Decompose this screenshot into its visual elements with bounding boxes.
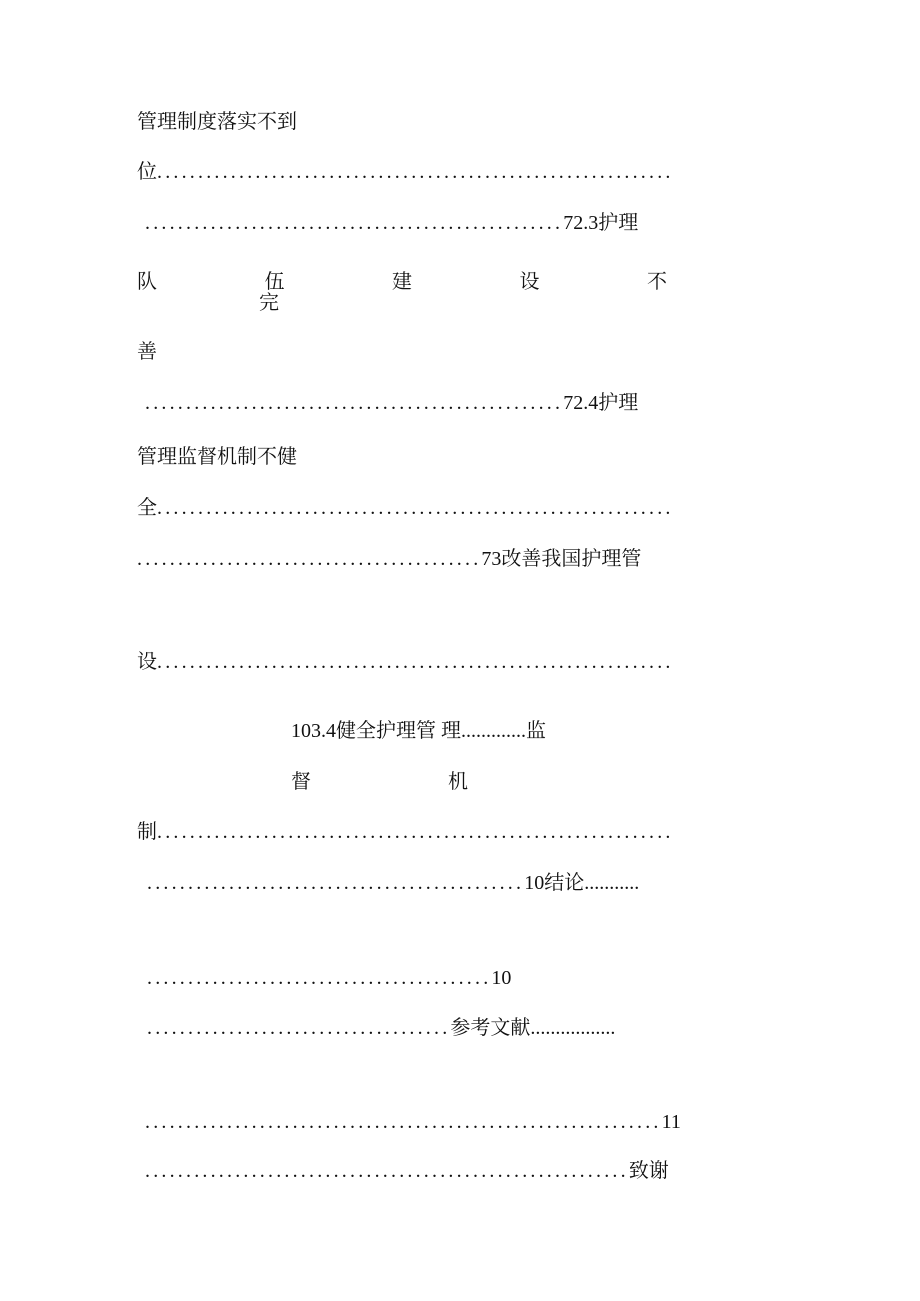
toc-line-7: 管理监督机制不健 bbox=[137, 444, 297, 468]
toc-line-8-label: 全 bbox=[137, 495, 157, 519]
toc-line-12b: 机 bbox=[448, 769, 468, 793]
toc-leader-dots: .............................................. bbox=[147, 872, 525, 894]
toc-line-10-label: 设 bbox=[137, 649, 157, 673]
toc-line-4-char: 队 bbox=[137, 269, 157, 293]
toc-leader-dots: ................................................... bbox=[145, 212, 564, 234]
toc-line-6 bbox=[145, 392, 638, 413]
toc-leader-dots: ............................................................... bbox=[157, 651, 674, 673]
toc-line-3 bbox=[145, 212, 638, 233]
toc-line-11: 103.4健全护理管 理.............监 bbox=[291, 720, 546, 742]
toc-line-2-label: 位 bbox=[137, 159, 157, 183]
toc-line-12a: 督 bbox=[291, 769, 311, 793]
toc-leader-dots: ............................................................... bbox=[157, 821, 674, 843]
toc-line-17-page: 11 bbox=[661, 1111, 681, 1133]
toc-leader-dots: ..................................... bbox=[147, 1017, 451, 1039]
toc-line-5: 善 bbox=[137, 339, 157, 363]
toc-leader-dots: .......................................... bbox=[147, 967, 492, 989]
toc-line-10 bbox=[137, 651, 674, 672]
toc-line-16 bbox=[147, 1017, 615, 1038]
toc-leader-dots: .......................................... bbox=[137, 548, 482, 570]
toc-line-4-char: 不 bbox=[647, 269, 667, 293]
toc-leader-dots: ............................................................... bbox=[157, 161, 674, 183]
toc-line-15 bbox=[147, 967, 511, 988]
toc-line-9-entry: 73改善我国护理管 bbox=[481, 548, 642, 570]
toc-line-18 bbox=[145, 1160, 669, 1181]
toc-line-3-entry: 72.3护理 bbox=[563, 212, 639, 234]
toc-line-13-label: 制 bbox=[137, 819, 157, 843]
toc-line-6-entry: 72.4护理 bbox=[563, 392, 639, 414]
toc-line-16-entry: 参考文献................. bbox=[450, 1017, 616, 1039]
toc-leader-dots: ............................................................... bbox=[145, 1111, 662, 1133]
toc-line-2 bbox=[137, 161, 674, 182]
toc-line-8 bbox=[137, 497, 674, 518]
toc-line-14-entry: 10结论........... bbox=[524, 872, 640, 894]
toc-leader-dots: ................................................... bbox=[145, 392, 564, 414]
toc-line-1: 管理制度落实不到 bbox=[137, 109, 297, 133]
toc-line-4b: 完 bbox=[259, 290, 279, 314]
toc-line-14 bbox=[147, 872, 639, 893]
toc-line-17 bbox=[145, 1111, 681, 1132]
toc-line-9 bbox=[137, 548, 641, 569]
toc-line-4-char: 伍 bbox=[264, 269, 285, 293]
toc-line-18-entry: 致谢 bbox=[628, 1158, 669, 1182]
toc-line-4-char: 建 bbox=[392, 269, 412, 293]
toc-line-4-char: 设 bbox=[519, 269, 540, 293]
toc-leader-dots: ............................................................... bbox=[157, 497, 674, 519]
toc-line-13 bbox=[137, 821, 674, 842]
toc-leader-dots: ........................................................... bbox=[145, 1160, 629, 1182]
toc-line-4 bbox=[137, 265, 667, 294]
toc-line-15-page: 10 bbox=[491, 967, 512, 989]
